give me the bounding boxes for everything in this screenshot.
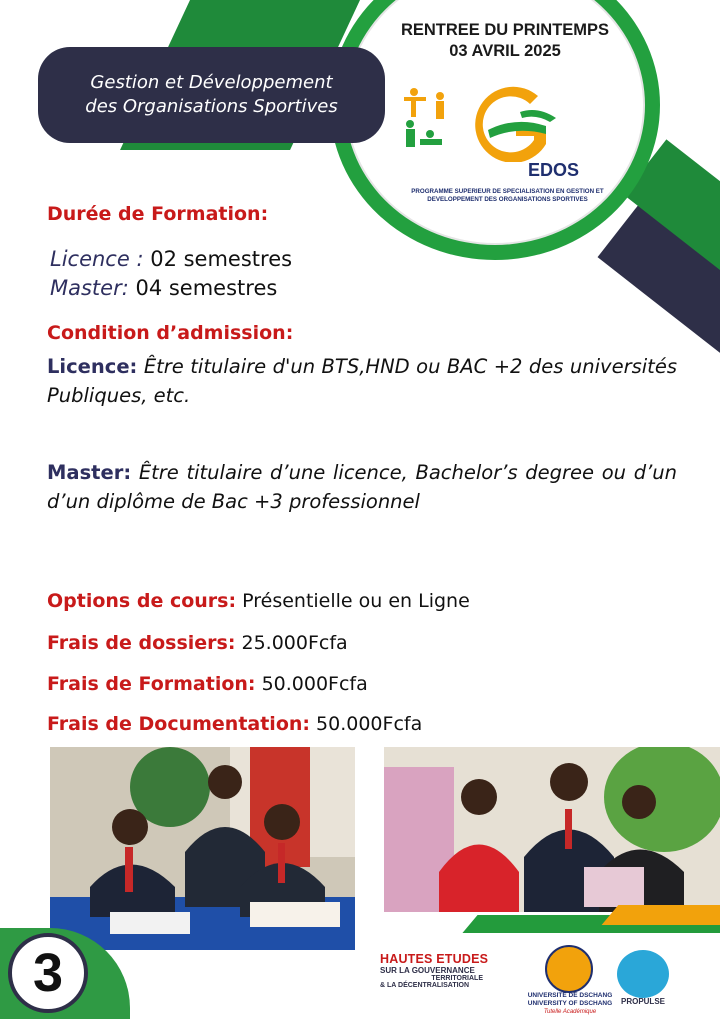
duree-heading: Durée de Formation: [47,203,269,225]
gedos-logo-mark [398,82,618,162]
logo-subtitle-line2: DEVELOPPEMENT DES ORGANISATIONS SPORTIVES [427,196,588,204]
signing-ceremony-photo [50,747,355,950]
option-value: Présentielle ou en Ligne [236,590,470,612]
gedos-logo [398,82,618,202]
event-date: 03 AVRIL 2025 [449,42,561,61]
event-title-line1: RENTREE DU PRINTEMPS [400,21,610,39]
option-label: Frais de dossiers: [47,632,236,654]
duree-master-value: 04 semestres [128,276,278,300]
university-name [520,992,620,1008]
university-seal-icon [545,945,593,993]
orange-decor-stripe [602,905,720,925]
handshake-photo [384,747,720,912]
option-row [47,713,422,735]
option-row [47,590,470,612]
option-value: 50.000Fcfa [255,673,368,695]
page-number: 3 [8,933,88,1013]
event-title [360,20,650,63]
duree-master [50,276,277,300]
admission-master-label: Master: [47,461,132,484]
university-name-en: UNIVERSITY OF DSCHANG [527,999,613,1007]
admission-licence-label: Licence: [47,355,138,378]
hautes-etudes-line4: & LA DÉCENTRALISATION [380,982,470,989]
logo-subtitle-line1: PROGRAMME SUPERIEUR DE SPECIALISATION EN GESTION ET [411,188,604,195]
program-title-pill [38,47,385,143]
option-row [47,673,368,695]
admission-licence-paragraph [47,352,677,411]
propulse-label: PROPULSE [620,997,665,1006]
hautes-etudes-line3: TERRITORIALE [431,975,483,982]
propulse-logo-icon [617,950,669,998]
option-label: Options de cours: [47,590,237,612]
logo-brand: EDOS [528,160,580,180]
hautes-etudes-logo [380,952,505,989]
hautes-etudes-line2: SUR LA GOUVERNANCE [380,966,475,975]
athlete-figures-icon [404,88,444,119]
university-name-fr: UNIVERSITÉ DE DSCHANG [527,992,613,999]
program-title-line1: Gestion et Développement [90,71,333,93]
option-row [47,632,348,654]
duree-licence-value: 02 semestres [143,247,293,271]
duree-licence [50,247,292,271]
option-label: Frais de Formation: [47,673,256,695]
hautes-etudes-line1: HAUTES ETUDES [380,952,489,966]
admission-licence-text: Être titulaire d'un BTS,HND ou BAC +2 des universités Publiques, etc. [47,355,677,408]
duree-licence-label: Licence : [50,247,144,271]
university-tutelle: Tutelle Académique [543,1009,597,1015]
duree-master-label: Master: [50,276,129,300]
admission-master-paragraph [47,458,677,517]
program-title-line2: des Organisations Sportives [85,96,338,117]
logo-subtitle [395,188,620,205]
option-label: Frais de Documentation: [47,713,310,735]
option-value: 25.000Fcfa [235,632,348,654]
admission-heading: Condition d’admission: [47,322,294,344]
admission-master-text: Être titulaire d’une licence, Bachelor’s degree ou d’un d’un diplôme de Bac +3 professionnel [47,461,677,514]
option-value: 50.000Fcfa [310,713,423,735]
